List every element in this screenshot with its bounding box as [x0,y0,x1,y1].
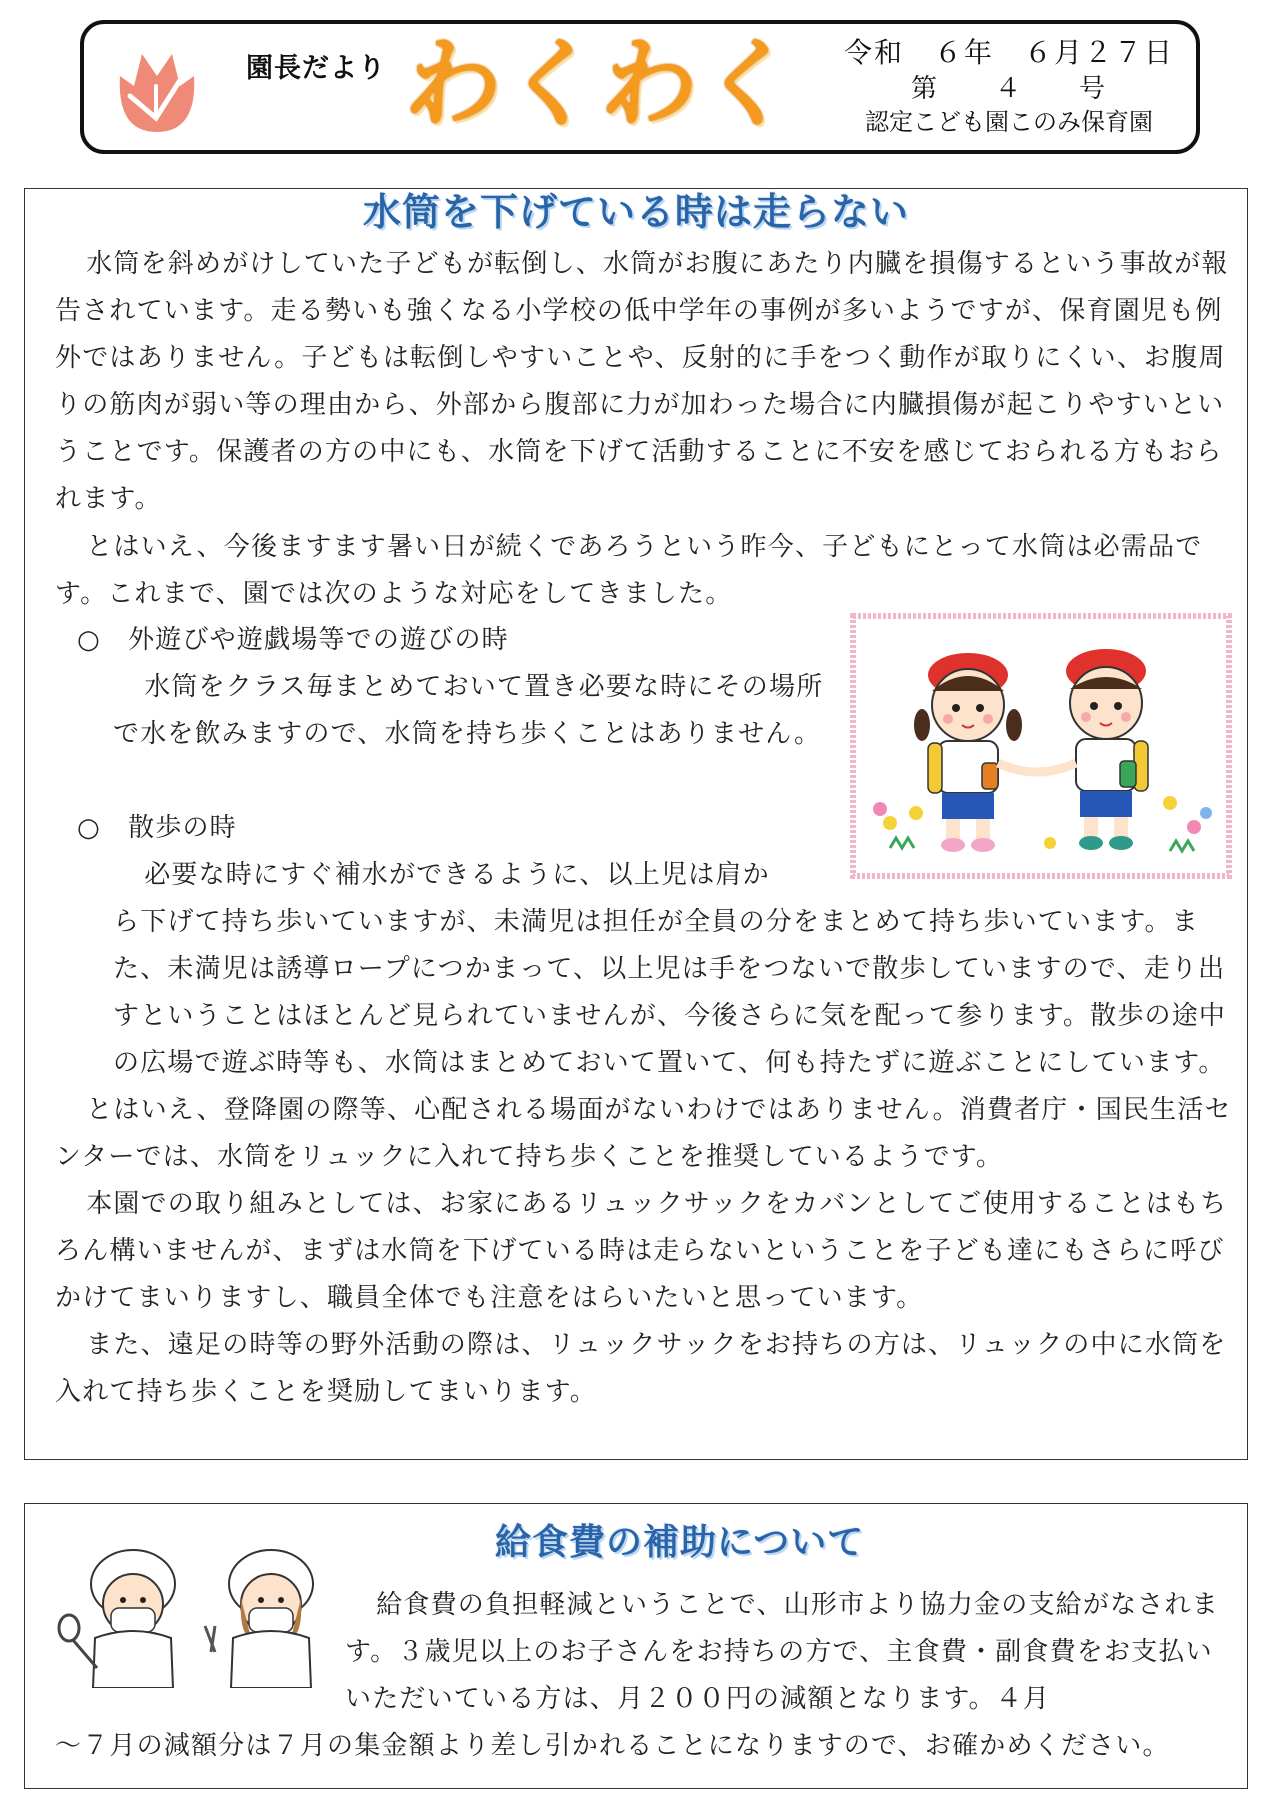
article-paragraph: また、遠足の時等の野外活動の際は、リュックサックをお持ちの方は、リュックの中に水筒を入れて持ち歩くことを奨励してまいります。 [55,1330,1227,1407]
article-paragraph: 給食費の負担軽減ということで、山形市より協力金の支給がなされます。３歳児以上のお子さんをお持ちの方で、主食費・副食費をお支払いいただいている方は、月２００円の減額となります。４月 [345,1590,1219,1714]
newsletter-header [80,20,1200,154]
cooks-illustration [55,1538,345,1688]
children-with-water-bottles-illustration [850,613,1232,879]
tulip-logo-icon [114,46,200,134]
article-paragraph: とはいえ、登降園の際等、心配される場面がないわけではありません。消費者庁・国民生活センターでは、水筒をリュックに入れて持ち歩くことを推奨しているようです。 [55,1095,1232,1172]
newsletter-title: わくわく [400,28,804,140]
article-heading: 給食費の補助について [495,1522,865,1563]
article-paragraph: 水筒を斜めがけしていた子どもが転倒し、水筒がお腹にあたり内臓を損傷するという事故が報告されています。走る勢いも強くなる小学校の低中学年の事例が多いようですが、保育園児も例外ではありません。子どもは転倒しやすいことや、反射的に手をつく動作が取りにくい、お腹周りの筋肉が弱い等の理由から、外部から腹部に力が加わった場合に内臓損傷が起こりやすいということです。保護者の方の中にも、水筒を下げて活動することに不安を感じておられる方もおられます。 [55,249,1229,514]
list-item-body: 水筒をクラス毎まとめておいて置き必要な時にその場所で水を飲みますので、水筒を持ち歩くことはありません。 [113,672,824,749]
issue-info [844,34,1174,138]
article-paragraph: 本園での取り組みとしては、お家にあるリュックサックをカバンとしてご使用することはもちろん構いませんが、まずは水筒を下げている時は走らないということを子ども達にもさらに呼びかけてまいりますし、職員全体でも注意をはらいたいと思っています。 [55,1189,1228,1313]
article-paragraph: とはいえ、今後ますます暑い日が続くであろうという昨今、子どもにとって水筒は必需品です。これまで、園では次のような対応をしてきました。 [55,532,1203,609]
list-item-body: ら下げて持ち歩いていますが、未満児は担任が全員の分をまとめて持ち歩いています。また、未満児は誘導ロープにつかまって、以上児は手をつないで散歩していますので、走り出すということはほとんど見られていませんが、今後さらに気を配って参ります。散歩の途中の広場で遊ぶ時等も、水筒はまとめておいて置いて、何も持たずに遊ぶことにしています。 [113,907,1227,1078]
article-water-bottle [24,188,1248,1460]
article-paragraph: ～７月の減額分は７月の集金額より差し引かれることになりますので、お確かめください。 [55,1731,1170,1761]
list-item-title: ○ 散歩の時 [77,813,237,843]
organization-name: 認定こども園このみ保育園 [865,108,1153,136]
newsletter-subtitle: 園長だより [246,53,386,84]
issue-date: 令和 ６年 ６月２７日 [844,36,1175,69]
list-item-title: ○ 外遊びや遊戯場等での遊びの時 [77,625,509,655]
article-lunch-subsidy [24,1503,1248,1789]
list-item-body: 必要な時にすぐ補水ができるように、以上児は肩か [144,860,770,890]
issue-number: 第 ４ 号 [910,74,1107,104]
article-heading: 水筒を下げている時は走らない [362,190,909,234]
